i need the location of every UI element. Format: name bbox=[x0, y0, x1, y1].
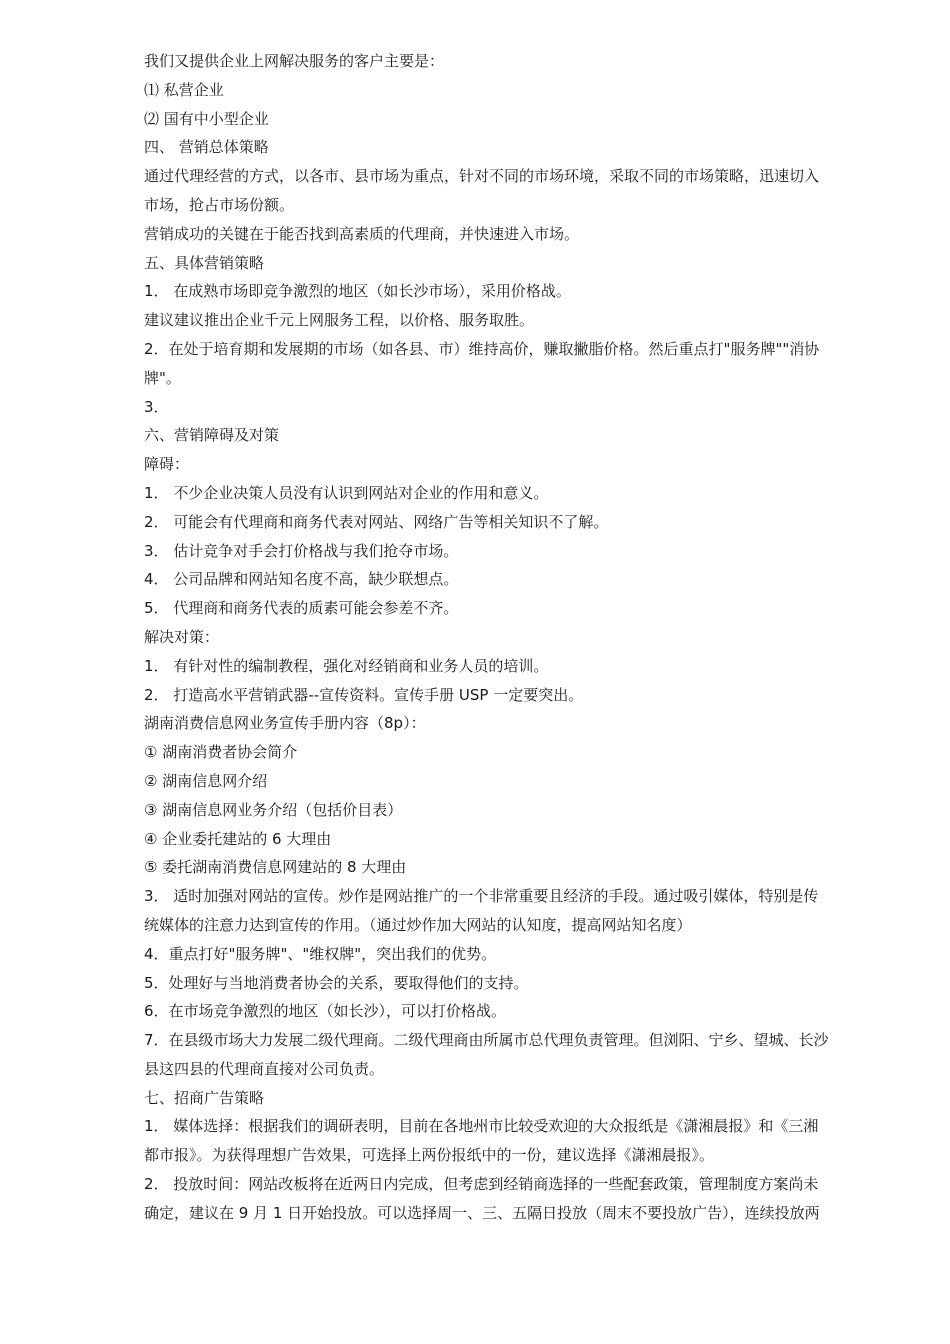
list-item: ⑤ 委托湖南消费信息网建站的 8 大理由 bbox=[144, 858, 407, 877]
paragraph-line: 牌"。 bbox=[144, 368, 181, 387]
list-item: ⑴ 私营企业 bbox=[144, 80, 224, 99]
paragraph-line: 市场，抢占市场份额。 bbox=[144, 195, 295, 214]
list-item: 1． 在成熟市场即竞争激烈的地区（如长沙市场），采用价格战。 bbox=[144, 282, 571, 301]
list-item: 3． bbox=[144, 397, 169, 416]
list-item: ① 湖南消费者协会简介 bbox=[144, 743, 298, 762]
list-item: ③ 湖南信息网业务介绍（包括价目表） bbox=[144, 800, 403, 819]
list-item: 5． 代理商和商务代表的质素可能会参差不齐。 bbox=[144, 599, 459, 618]
list-item: 1． 不少企业决策人员没有认识到网站对企业的作用和意义。 bbox=[144, 483, 549, 502]
list-item: 2． 可能会有代理商和商务代表对网站、网络广告等相关知识不了解。 bbox=[144, 512, 609, 531]
paragraph-line: 都市报》。为获得理想广告效果，可选择上两份报纸中的一份，建议选择《潇湘晨报》。 bbox=[144, 1146, 715, 1165]
section-heading: 四、 营销总体策略 bbox=[144, 138, 269, 157]
list-item: 4． 公司品牌和网站知名度不高，缺少联想点。 bbox=[144, 570, 459, 589]
list-item: 7．在县级市场大力发展二级代理商。二级代理商由所属市总代理负责管理。但浏阳、宁乡、望城、长沙 bbox=[144, 1031, 829, 1050]
list-item: ⑵ 国有中小型企业 bbox=[144, 109, 269, 128]
list-item: 1． 媒体选择：根据我们的调研表明，目前在各地州市比较受欢迎的大众报纸是《潇湘晨报》和《三湘 bbox=[144, 1117, 819, 1136]
list-item: 6．在市场竞争激烈的地区（如长沙），可以打价格战。 bbox=[144, 1002, 507, 1021]
list-item: 1． 有针对性的编制教程，强化对经销商和业务人员的培训。 bbox=[144, 656, 549, 675]
list-item: 3． 适时加强对网站的宣传。炒作是网站推广的一个非常重要且经济的手段。通过吸引媒体，特别是传 bbox=[144, 887, 819, 906]
paragraph-line: 确定，建议在 9 月 1 日开始投放。可以选择周一、三、五隔日投放（周末不要投放广告），连续投放两 bbox=[144, 1203, 820, 1222]
list-item: 2． 打造高水平营销武器--宣传资料。宣传手册 USP 一定要突出。 bbox=[144, 685, 584, 704]
paragraph-line: 营销成功的关键在于能否找到高素质的代理商，并快速进入市场。 bbox=[144, 224, 580, 243]
list-item: 2．在处于培育期和发展期的市场（如各县、市）维持高价，赚取撇脂价格。然后重点打"服务牌""消协 bbox=[144, 339, 820, 358]
text-line: 我们又提供企业上网解决服务的客户主要是： bbox=[144, 52, 445, 70]
subheading: 障碍： bbox=[144, 455, 190, 474]
list-item: ② 湖南信息网介绍 bbox=[144, 771, 268, 790]
paragraph-line: 建议建议推出企业千元上网服务工程，以价格、服务取胜。 bbox=[144, 311, 535, 330]
list-item: 4．重点打好"服务牌"、"维权牌"，突出我们的优势。 bbox=[144, 944, 497, 963]
list-item: 2． 投放时间：网站改板将在近两日内完成，但考虑到经销商选择的一些配套政策，管理制度方案尚未 bbox=[144, 1175, 819, 1194]
subheading: 湖南消费信息网业务宣传手册内容（8p）： bbox=[144, 714, 426, 733]
section-heading: 六、营销障碍及对策 bbox=[144, 426, 280, 445]
paragraph-line: 统媒体的注意力达到宣传的作用。（通过炒作加大网站的认知度，提高网站知名度） bbox=[144, 915, 692, 934]
document-body bbox=[144, 47, 874, 1228]
list-item: 3． 估计竞争对手会打价格战与我们抢夺市场。 bbox=[144, 541, 459, 560]
subheading: 解决对策： bbox=[144, 627, 220, 646]
paragraph-line: 通过代理经营的方式，以各市、县市场为重点，针对不同的市场环境，采取不同的市场策略，迅速切入 bbox=[144, 167, 820, 186]
paragraph-line: 县这四县的代理商直接对公司负责。 bbox=[144, 1059, 385, 1078]
list-item: ④ 企业委托建站的 6 大理由 bbox=[144, 829, 332, 848]
list-item: 5．处理好与当地消费者协会的关系，要取得他们的支持。 bbox=[144, 973, 529, 992]
section-heading: 七、招商广告策略 bbox=[144, 1088, 265, 1107]
section-heading: 五、具体营销策略 bbox=[144, 253, 265, 272]
